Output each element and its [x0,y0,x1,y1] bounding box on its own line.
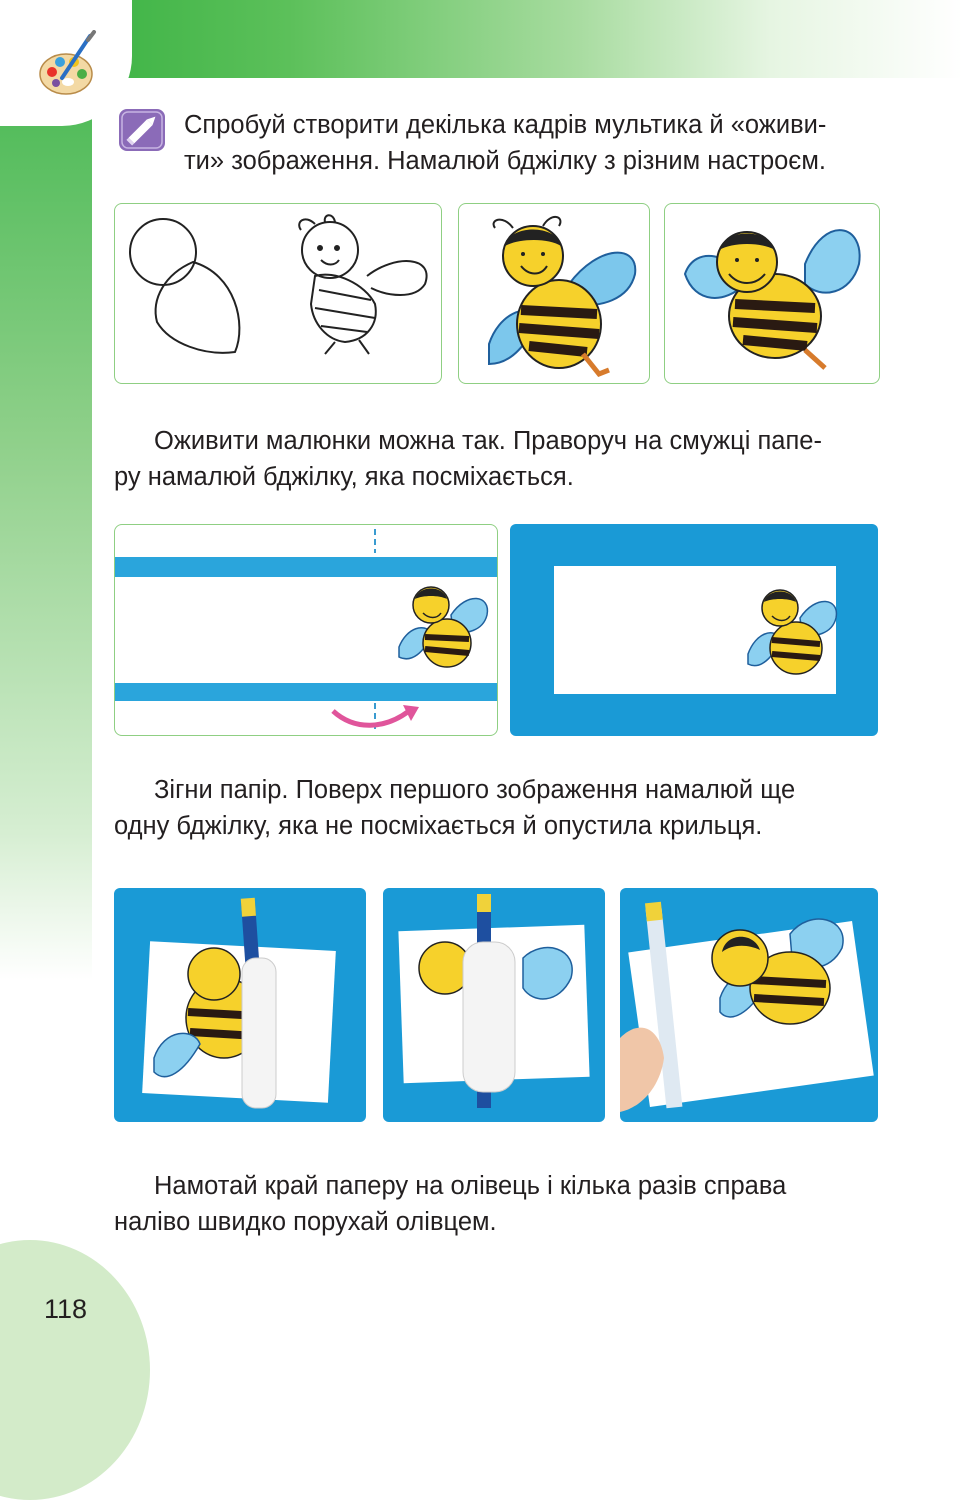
pencil-photo-1 [114,888,366,1122]
section-badge [0,0,132,126]
folded-paper-photo [510,524,878,736]
bee-colored-illustration-1 [459,204,649,383]
paragraph-2-line-2: ру намалюй бджілку, яка посміхається. [114,463,574,491]
bee-colored-frame-2 [664,203,880,384]
bottom-decor-blob [0,1240,150,1500]
bee-sketch-frame [114,203,442,384]
paragraph-4-line-2: наліво швидко порухай олівцем. [114,1208,497,1236]
task-instruction [184,107,880,179]
palette-icon [38,30,100,98]
left-decor-band [0,0,92,980]
instruction-paragraph-4 [114,1168,880,1240]
bee-colored-illustration-2 [665,204,879,383]
paragraph-3-line-1: Зігни папір. Поверх першого зображення намалюй ще [154,776,796,804]
pencil-photo-1-illustration [114,888,366,1122]
top-decor-band [0,0,963,78]
pencil-photo-2 [383,888,605,1122]
paragraph-4-line-1: Намотай край паперу на олівець і кілька разів справа [154,1172,787,1200]
folded-paper-illustration [510,524,878,736]
task-line-2: ти» зображення. Намалюй бджілку з різним настроєм. [184,147,826,175]
paragraph-3-line-2: одну бджілку, яка не посміхається й опустила крильця. [114,812,763,840]
pencil-photo-2-illustration [383,888,605,1122]
task-line-1: Спробуй створити декілька кадрів мультика й «оживи- [184,111,827,139]
instruction-paragraph-2 [114,423,880,495]
paper-strip-frame [114,524,498,736]
pencil-icon [116,106,172,156]
paper-strip-illustration [115,525,497,735]
pencil-photo-3-illustration [620,888,878,1122]
bee-sketch-illustration [115,204,441,383]
instruction-paragraph-3 [114,772,880,844]
page-number: 118 [44,1294,88,1324]
paragraph-2-line-1: Оживити малюнки можна так. Праворуч на смужці папе- [154,427,822,455]
bee-colored-frame-1 [458,203,650,384]
pencil-photo-3 [620,888,878,1122]
